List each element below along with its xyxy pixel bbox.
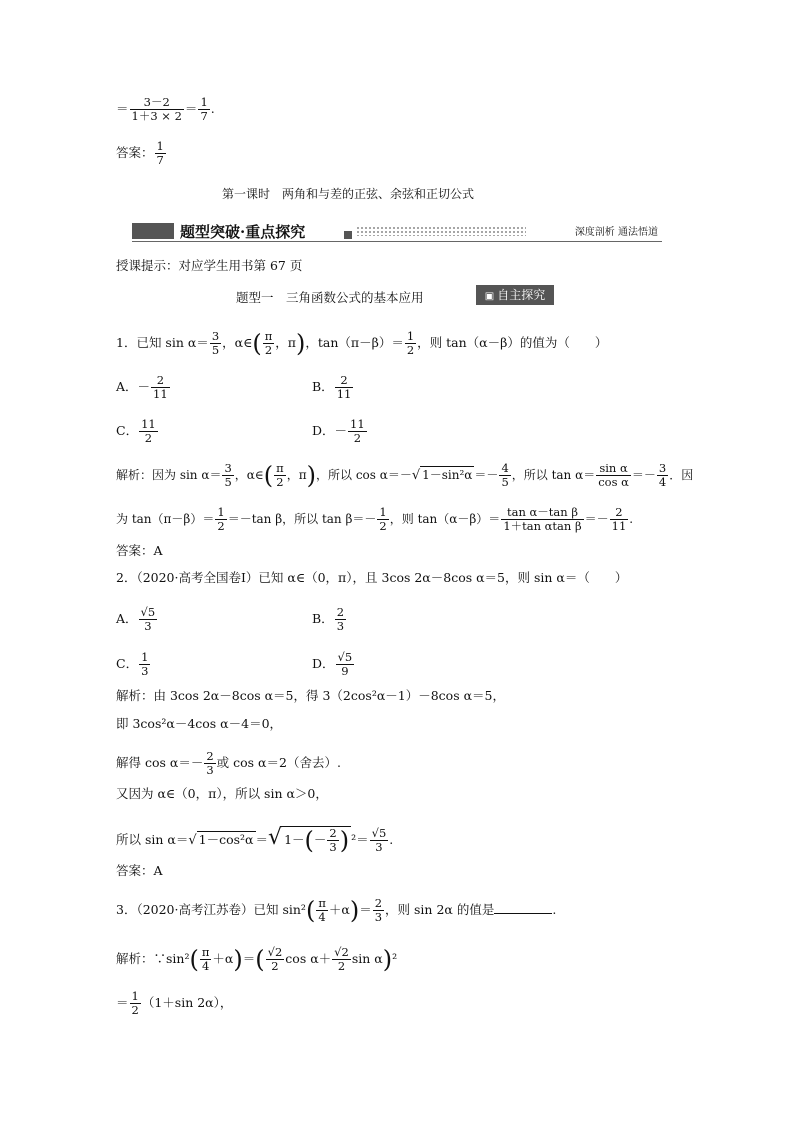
answer-blank [494, 901, 552, 914]
top-answer: 答案： $\frac{1}{7}$ [116, 139, 164, 167]
banner-block [132, 223, 174, 239]
q1-option-b: B． $\frac{2}{11}$ [312, 373, 352, 401]
q2-answer: 答案：A [116, 863, 163, 878]
banner-hint: 深度剖析 通法悟道 [574, 227, 658, 238]
grid-icon: ▣ [484, 291, 495, 302]
q2-solution-line5: 所以 sin α＝√ 1－cos²α ＝√ 1－(－ $\frac{2}{3}$ ) ²＝ $\frac{√5}{3}$ . [116, 825, 394, 855]
q1-option-d: D．－ $\frac{11}{2}$ [312, 417, 365, 445]
section-tag: ▣ 自主探究 [476, 285, 554, 305]
q1-solution-line1: 解析：因为 sin α＝ $\frac{3}{5}$ ，α∈( $\frac{\pi}{2}$ ，π)，所以 cos α＝－√ 1－sin²α ＝－ $\frac{4}{5}$ ，所以 tan α＝ $\frac{\text{sin α}}{\text{cos α}}$ ＝－ $\frac{3}{4}$ ．因 [116, 461, 694, 490]
lesson-title: 第一课时 两角和与差的正弦、余弦和正切公式 [222, 187, 475, 201]
question-1-stem: 1．已知 sin α＝ $\frac{3}{5}$ ，α∈( $\frac{\pi}{2}$ ，π)，tan（π－β）＝ $\frac{1}{2}$ ，则 tan（α－β）的值为（ ） [116, 329, 608, 358]
q2-option-d: D． $\frac{√5}{9}$ [312, 650, 353, 678]
question-3-stem: 3．（2020·高考江苏卷）已知 sin²( $\frac{\pi}{4}$ ＋α)＝ $\frac{2}{3}$ ，则 sin 2α 的值是 . [116, 896, 557, 925]
banner-square [344, 231, 352, 239]
fraction: $\frac{1}{7}$ [200, 95, 208, 123]
formula-line-top: ＝ $\frac{3-2}{1+3 \times 2}$ ＝ $\frac{1}{7}$ . [116, 95, 215, 123]
q3-solution-line1: 解析：∵sin²( $\frac{\pi}{4}$ ＋α)＝( $\frac{√2}{2}$ cos α＋ $\frac{√2}{2}$ sin α)² [116, 945, 398, 974]
q2-solution-line3: 解得 cos α＝－ $\frac{2}{3}$ 或 cos α＝2（舍去）. [116, 749, 341, 777]
q2-option-a: A． $\frac{√5}{3}$ [116, 605, 156, 633]
q1-solution-line2: 为 tan（π－β）＝ $\frac{1}{2}$ ＝－tan β，所以 tan β＝－ $\frac{1}{2}$ ，则 tan（α－β）＝ $\frac{\text{tan α－tan β}}{\text{1＋tan αtan β}}$ ＝－ $\frac{2}{11}$ . [116, 505, 634, 533]
q1-answer: 答案：A [116, 543, 163, 558]
banner-title: 题型突破·重点探究 [180, 223, 306, 241]
section-banner [132, 220, 662, 242]
fraction: $\frac{3-2}{1+3 \times 2}$ [131, 95, 182, 123]
q2-option-c: C． $\frac{1}{3}$ [116, 650, 149, 678]
q2-option-b: B． $\frac{2}{3}$ [312, 605, 345, 633]
question-2-stem: 2．（2020·高考全国卷Ⅰ）已知 α∈（0，π），且 3cos 2α－8cos α＝5，则 sin α＝（ ） [116, 570, 628, 585]
banner-rule [132, 241, 662, 242]
banner-dots [356, 226, 526, 236]
q1-option-c: C． $\frac{11}{2}$ [116, 417, 156, 445]
teaching-tip: 授课提示：对应学生用书第 67 页 [116, 258, 303, 273]
q2-solution-line2: 即 3cos²α－4cos α－4＝0， [116, 716, 283, 731]
q2-solution-line4: 又因为 α∈（0，π），所以 sin α＞0， [116, 786, 328, 801]
q1-option-a: A．－ $\frac{2}{11}$ [116, 373, 168, 401]
q3-solution-line2: ＝ $\frac{1}{2}$ （1＋sin 2α）， [116, 989, 233, 1017]
q2-solution-line1: 解析：由 3cos 2α－8cos α＝5，得 3（2cos²α－1）－8cos α＝5， [116, 688, 505, 703]
section-title: 题型一 三角函数公式的基本应用 [236, 290, 424, 305]
